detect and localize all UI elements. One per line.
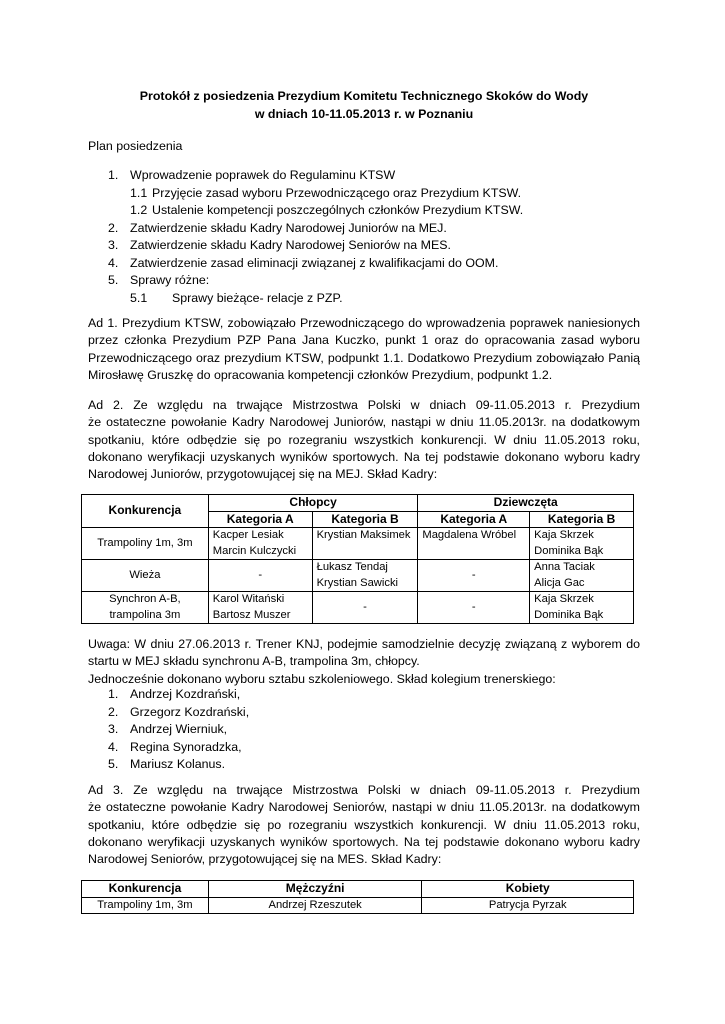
senior-squad-table	[81, 880, 634, 914]
ad1-paragraph: Ad 1. Prezydium KTSW, zobowiązało Przewodniczącego do wprowadzenia poprawek naniesionych przez członka Prezydium PZP Pana Jana Kuczko, punkt 1 oraz do opracowania zasad wyboru Przewodniczącego oraz prezydium KTSW, podpunkt 1.1. Dodatkowo Prezydium zobowiązało Panią Mirosławę Gruszkę do opracowania kompetencji członków Prezydium, podpunkt 1.2.	[88, 316, 640, 382]
table-row: Synchron A-B, trampolina 3m Karol Witański Bartosz Muszer - - Kaja Skrzek Dominika Bąk	[82, 592, 634, 624]
table-header-event: Konkurencja	[82, 881, 209, 898]
table-header-girls: Dziewczęta	[418, 495, 634, 512]
list-item: 1. Wprowadzenie poprawek do Regulaminu KTSW	[108, 168, 396, 182]
table-header-boys: Chłopcy	[208, 495, 418, 512]
table-header-boys-cat-a: Kategoria A	[208, 511, 312, 528]
table-header-men: Mężczyźni	[208, 881, 422, 898]
list-item: 4. Zatwierdzenie zasad eliminacji związanej z kwalifikacjami do OOM.	[108, 255, 499, 270]
list-item: 2. Zatwierdzenie składu Kadry Narodowej Juniorów na MEJ.	[108, 220, 447, 235]
agenda-list	[88, 167, 640, 307]
table-row: Wieża - Łukasz Tendaj Krystian Sawicki - Anna Taciak Alicja Gac	[82, 560, 634, 592]
table-header-women: Kobiety	[422, 881, 634, 898]
list-item: 3. Zatwierdzenie składu Kadry Narodowej Seniorów na MES.	[108, 238, 451, 252]
note-paragraph: Uwaga: W dniu 27.06.2013 r. Trener KNJ, podejmie samodzielnie decyzję związaną z wyborem do startu w MEJ składu synchronu A-B, trampolina 3m, chłopcy. Jednocześnie dokonano wyboru sztabu szkoleniowego. Skład kolegium trenerskiego:	[88, 637, 640, 686]
table-header-boys-cat-b: Kategoria B	[312, 511, 418, 528]
table-header-girls-cat-b: Kategoria B	[530, 511, 634, 528]
list-item: 1.2 Ustalenie kompetencji poszczególnych członków Prezydium KTSW.	[130, 203, 524, 217]
list-item: 5. Sprawy różne:	[108, 273, 210, 287]
ad2-paragraph: Ad 2. Ze względu na trwające Mistrzostwa Polski w dniach 09-11.05.2013 r. Prezydium że ostateczne powołanie Kadry Narodowej Juniorów, nastąpi w dniu 11.05.2013r. na dodatkowym spotkaniu, które odbędzie się po rozegraniu wszystkich konkurencji. W dniu 11.05.2013 roku, dokonano weryfikacji uzyskanych wyników sportowych. Na tej podstawie dokonano wyboru kadry Narodowej Juniorów, przygotowującej się na MEJ. Skład Kadry:	[88, 398, 640, 482]
table-header-girls-cat-a: Kategoria A	[418, 511, 530, 528]
ad3-paragraph: Ad 3. Ze względu na trwające Mistrzostwa Polski w dniach 09-11.05.2013 r. Prezydium że ostateczne powołanie Kadry Narodowej Seniorów, nastąpi w dniu 11.05.2013r. na dodatkowym spotkaniu, które odbędzie się po rozegraniu wszystkich konkurencji. W dniu 11.05.2013 roku, dokonano weryfikacji uzyskanych wyników sportowych. Na tej podstawie dokonano wyboru kadry Narodowej Seniorów, przygotowującej się na MES. Skład Kadry:	[88, 783, 640, 867]
table-row: Trampoliny 1m, 3m Andrzej Rzeszutek Patrycja Pyrzak	[82, 897, 634, 914]
document-title-line2: w dniach 10-11.05.2013 r. w Poznaniu	[254, 107, 474, 121]
document-title-line1: Protokół z posiedzenia Prezydium Komitetu Technicznego Skoków do Wody	[139, 89, 589, 103]
junior-squad-table	[81, 494, 634, 624]
table-row: Trampoliny 1m, 3m Kacper Lesiak Marcin Kulczycki Krystian Maksimek Magdalena Wróbel Kaja Skrzek Dominika Bąk	[82, 528, 634, 560]
plan-heading: Plan posiedzenia	[88, 139, 183, 153]
list-item: 1.1 Przyjęcie zasad wyboru Przewodniczącego oraz Prezydium KTSW.	[130, 185, 522, 200]
table-header-event: Konkurencja	[82, 495, 209, 528]
list-item: 5.1 Sprawy bieżące- relacje z PZP.	[130, 290, 343, 305]
